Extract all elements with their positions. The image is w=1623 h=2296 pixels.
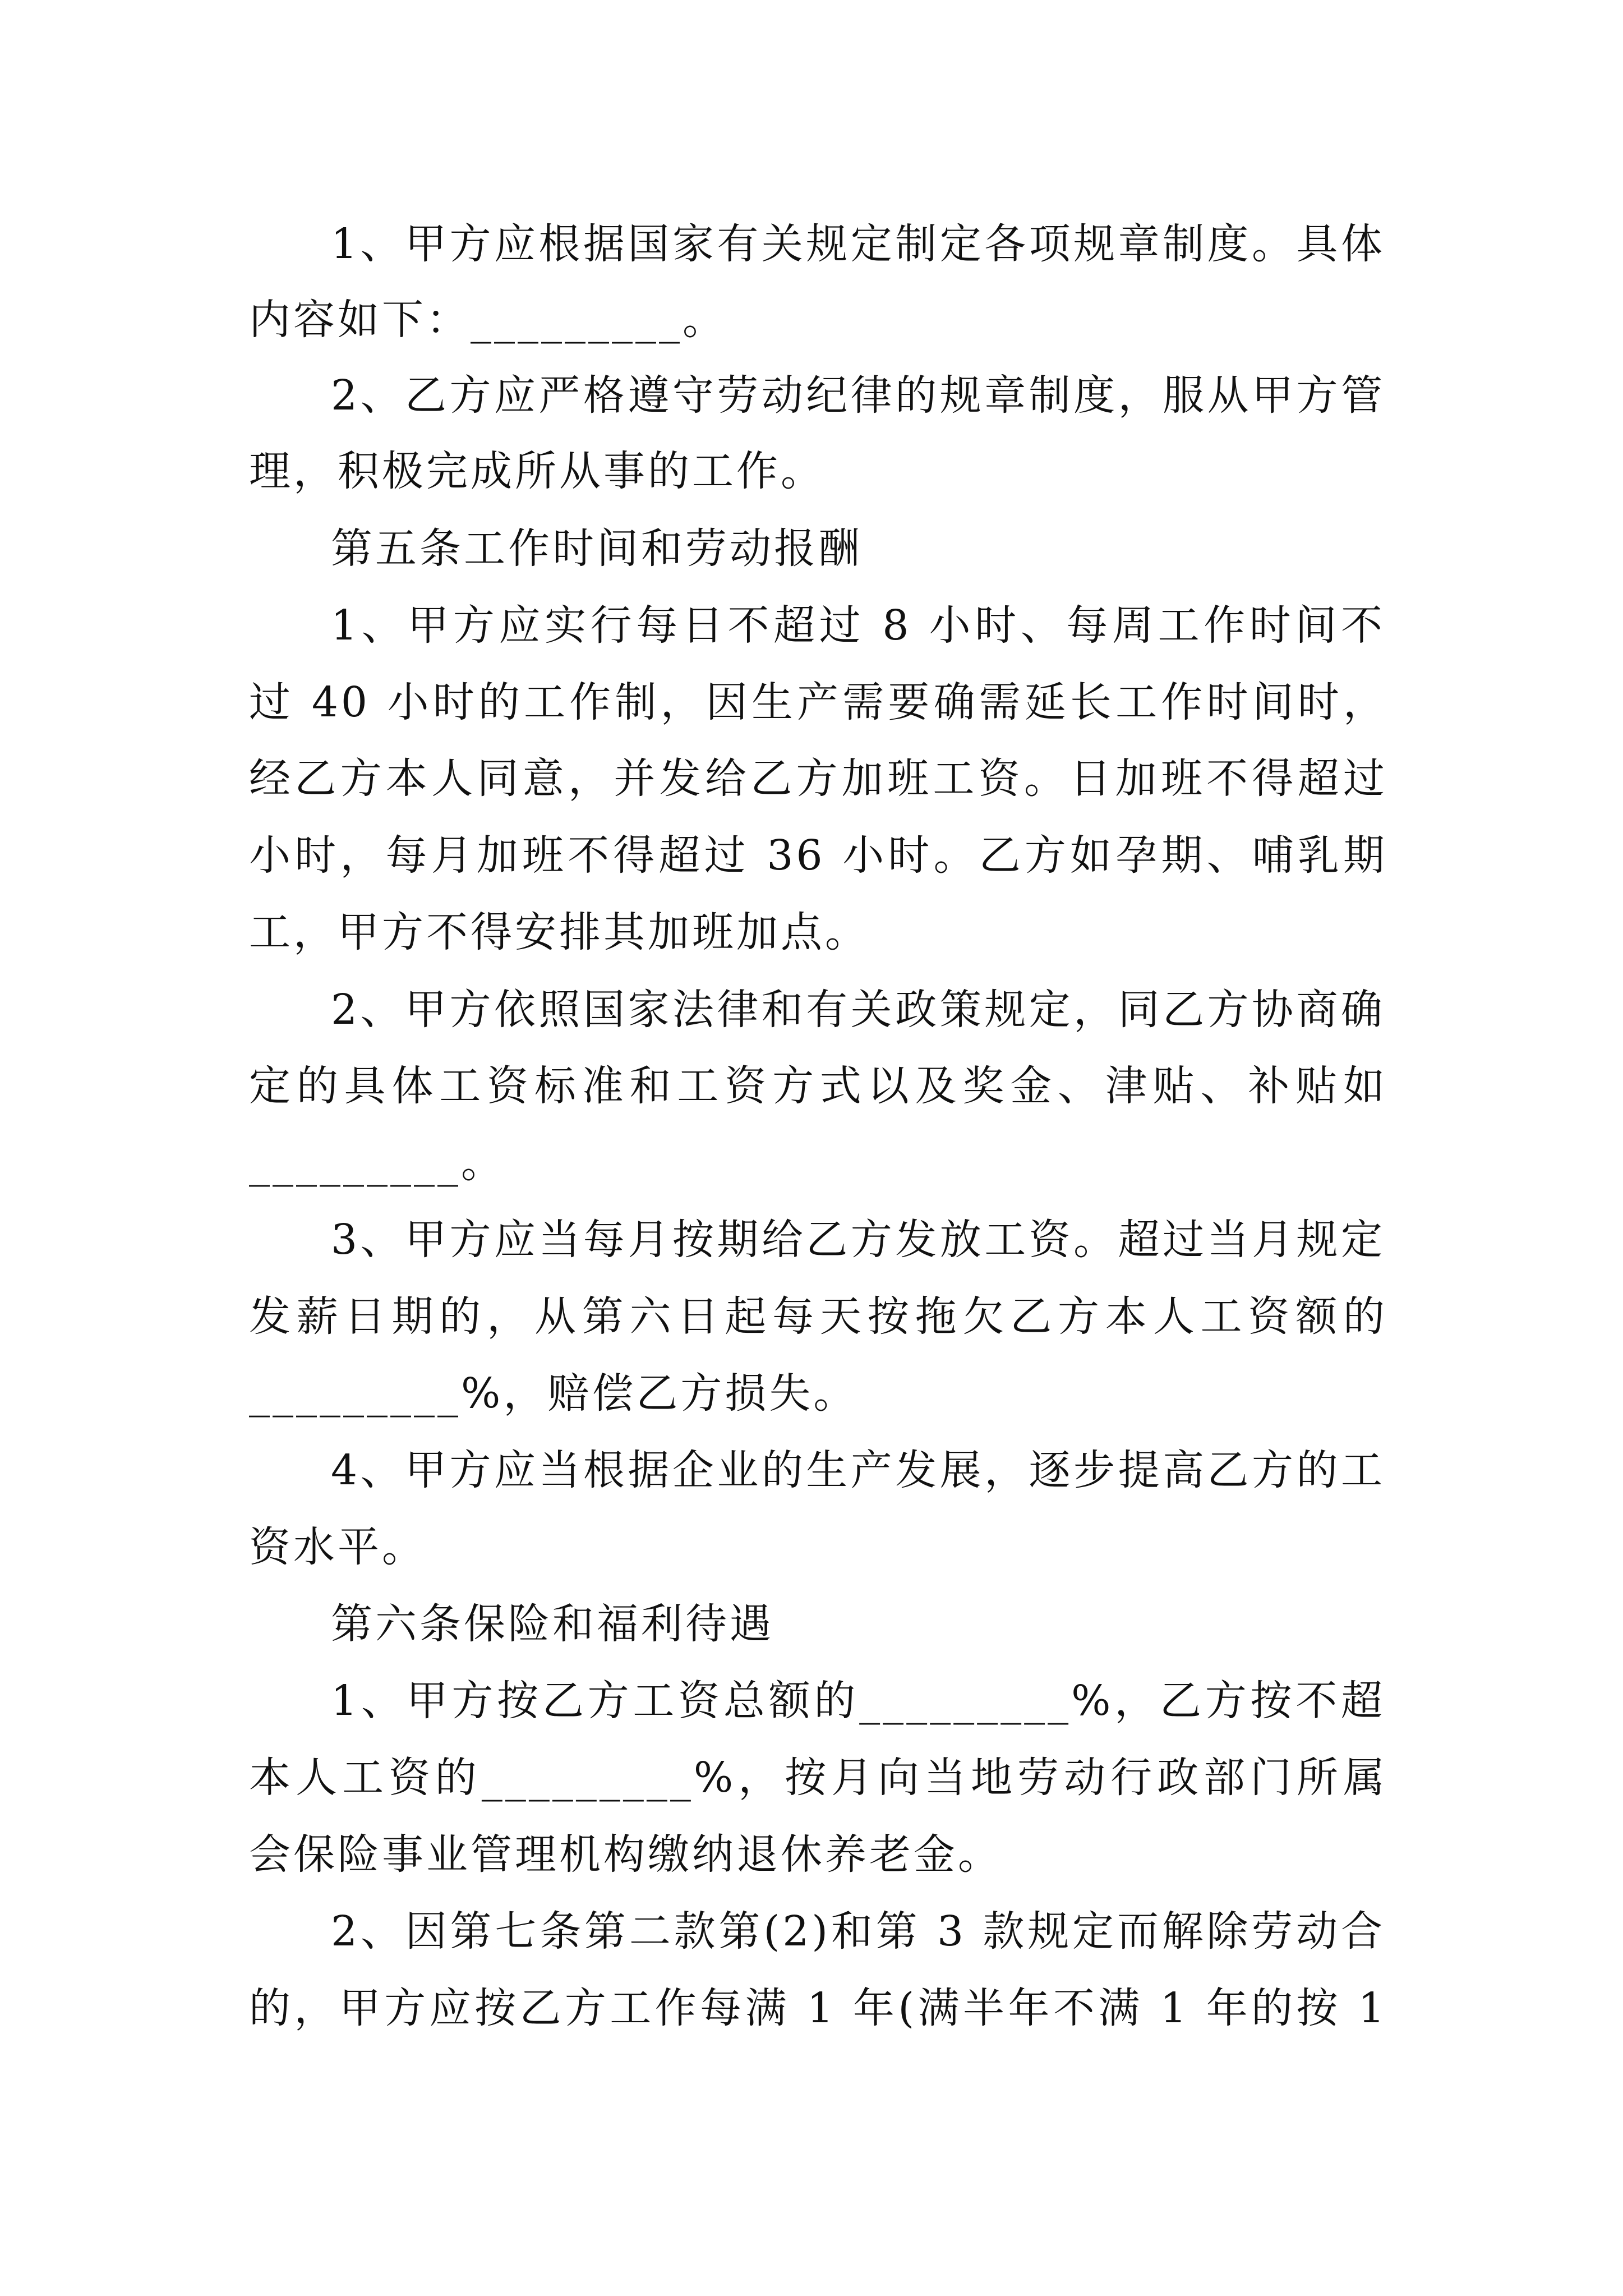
text-line: _________。 <box>249 1139 505 1187</box>
text-line: 2、因第七条第二款第(2)和第 3 款规定而解除劳动合 <box>331 1907 1385 1955</box>
text-line: 理，积极完成所从事的工作。 <box>249 447 825 495</box>
text-line: 3、甲方应当每月按期给乙方发放工资。超过当月规定 <box>331 1216 1385 1264</box>
text-line: 2、乙方应严格遵守劳动纪律的规章制度，服从甲方管 <box>331 371 1385 420</box>
text-line: 工，甲方不得安排其加班加点。 <box>249 908 869 956</box>
text-line: 过 40 小时的工作制，因生产需要确需延长工作时间时， <box>249 678 1387 726</box>
text-line: 资水平。 <box>249 1523 426 1571</box>
text-line: 内容如下：_________。 <box>249 296 727 344</box>
text-line: 1、甲方按乙方工资总额的_________%，乙方按不超 <box>331 1677 1385 1725</box>
text-line: 4、甲方应当根据企业的生产发展，逐步提高乙方的工 <box>331 1446 1385 1494</box>
text-line: 的，甲方应按乙方工作每满 1 年(满半年不满 1 年的按 1 <box>249 1984 1387 2032</box>
text-line: 经乙方本人同意，并发给乙方加班工资。日加班不得超过 <box>249 754 1387 803</box>
section-heading: 第六条保险和福利待遇 <box>331 1600 774 1648</box>
text-line: _________%，赔偿乙方损失。 <box>249 1369 858 1418</box>
text-line: 2、甲方依照国家法律和有关政策规定，同乙方协商确 <box>331 986 1385 1034</box>
text-line: 会保险事业管理机构缴纳退休养老金。 <box>249 1830 1002 1879</box>
text-line: 定的具体工资标准和工资方式以及奖金、津贴、补贴如 <box>249 1062 1387 1110</box>
text-line: 发薪日期的，从第六日起每天按拖欠乙方本人工资额的 <box>249 1292 1387 1341</box>
text-line: 小时，每月加班不得超过 36 小时。乙方如孕期、哺乳期 <box>249 831 1387 880</box>
text-line: 1、甲方应实行每日不超过 8 小时、每周工作时间不 <box>331 601 1385 650</box>
section-heading: 第五条工作时间和劳动报酬 <box>331 524 863 573</box>
text-line: 1、甲方应根据国家有关规定制定各项规章制度。具体 <box>331 220 1385 268</box>
text-line: 本人工资的_________%，按月向当地劳动行政部门所属 <box>249 1754 1387 1802</box>
